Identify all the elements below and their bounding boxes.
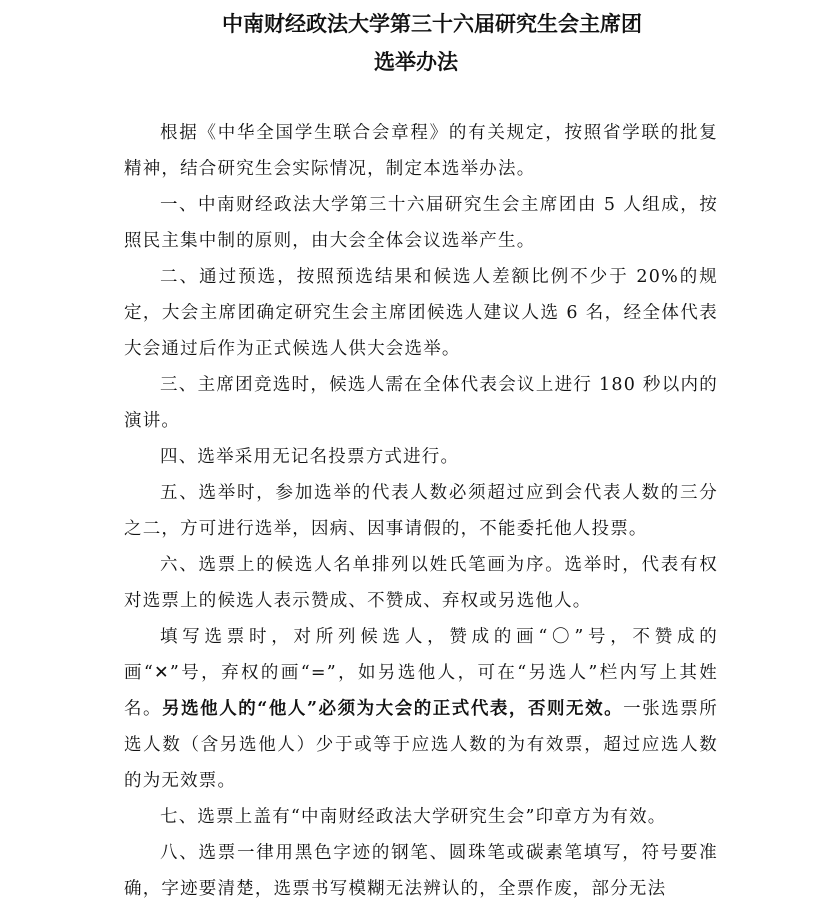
paragraph-article-7: 七、选票上盖有“中南财经政法大学研究生会”印章方为有效。: [160, 807, 667, 827]
ballot-instructions-intro: 填写选票时，对所列候选人，赞成的画“〇”号，不赞成的画“✕”号，弃权的画“=”，如另选他人，可在“另选人”栏内写上其姓名。: [124, 627, 718, 719]
paragraph-article-2: 二、通过预选，按照预选结果和候选人差额比例不少于 20%的规定，大会主席团确定研究生会主席团候选人建议人选 6 名，经全体代表大会通过后作为正式候选人供大会选举。: [124, 267, 718, 359]
ballot-instructions-emphasis: 另选他人的“他人”必须为大会的正式代表，否则无效。: [162, 699, 624, 719]
document-title: 中南财经政法大学第三十六届研究生会主席团: [222, 12, 642, 36]
document-subtitle: 选举办法: [374, 50, 458, 74]
paragraph-article-4: 四、选举采用无记名投票方式进行。: [160, 447, 460, 467]
paragraph-article-8: 八、选票一律用黑色字迹的钢笔、圆珠笔或碳素笔填写，符号要准确，字迹要清楚，选票书写模糊无法辨认的，全票作废，部分无法: [124, 843, 718, 899]
paragraph-ballot-instructions: [124, 619, 718, 799]
document-body: [124, 115, 718, 907]
paragraph-article-3: 三、主席团竞选时，候选人需在全体代表会议上进行 180 秒以内的演讲。: [124, 375, 718, 431]
ballot-instructions-validity: 一张选票所选人数（含另选他人）少于或等于应选人数的为有效票，超过应选人数的为无效票。: [124, 699, 718, 791]
paragraph-article-5: 五、选举时，参加选举的代表人数必须超过应到会代表人数的三分之二，方可进行选举，因病、因事请假的，不能委托他人投票。: [124, 483, 718, 539]
paragraph-preamble: 根据《中华全国学生联合会章程》的有关规定，按照省学联的批复精神，结合研究生会实际情况，制定本选举办法。: [124, 123, 718, 179]
paragraph-article-6: 六、选票上的候选人名单排列以姓氏笔画为序。选举时，代表有权对选票上的候选人表示赞成、不赞成、弃权或另选他人。: [124, 555, 718, 611]
paragraph-article-1: 一、中南财经政法大学第三十六届研究生会主席团由 5 人组成，按照民主集中制的原则，由大会全体会议选举产生。: [124, 195, 718, 251]
